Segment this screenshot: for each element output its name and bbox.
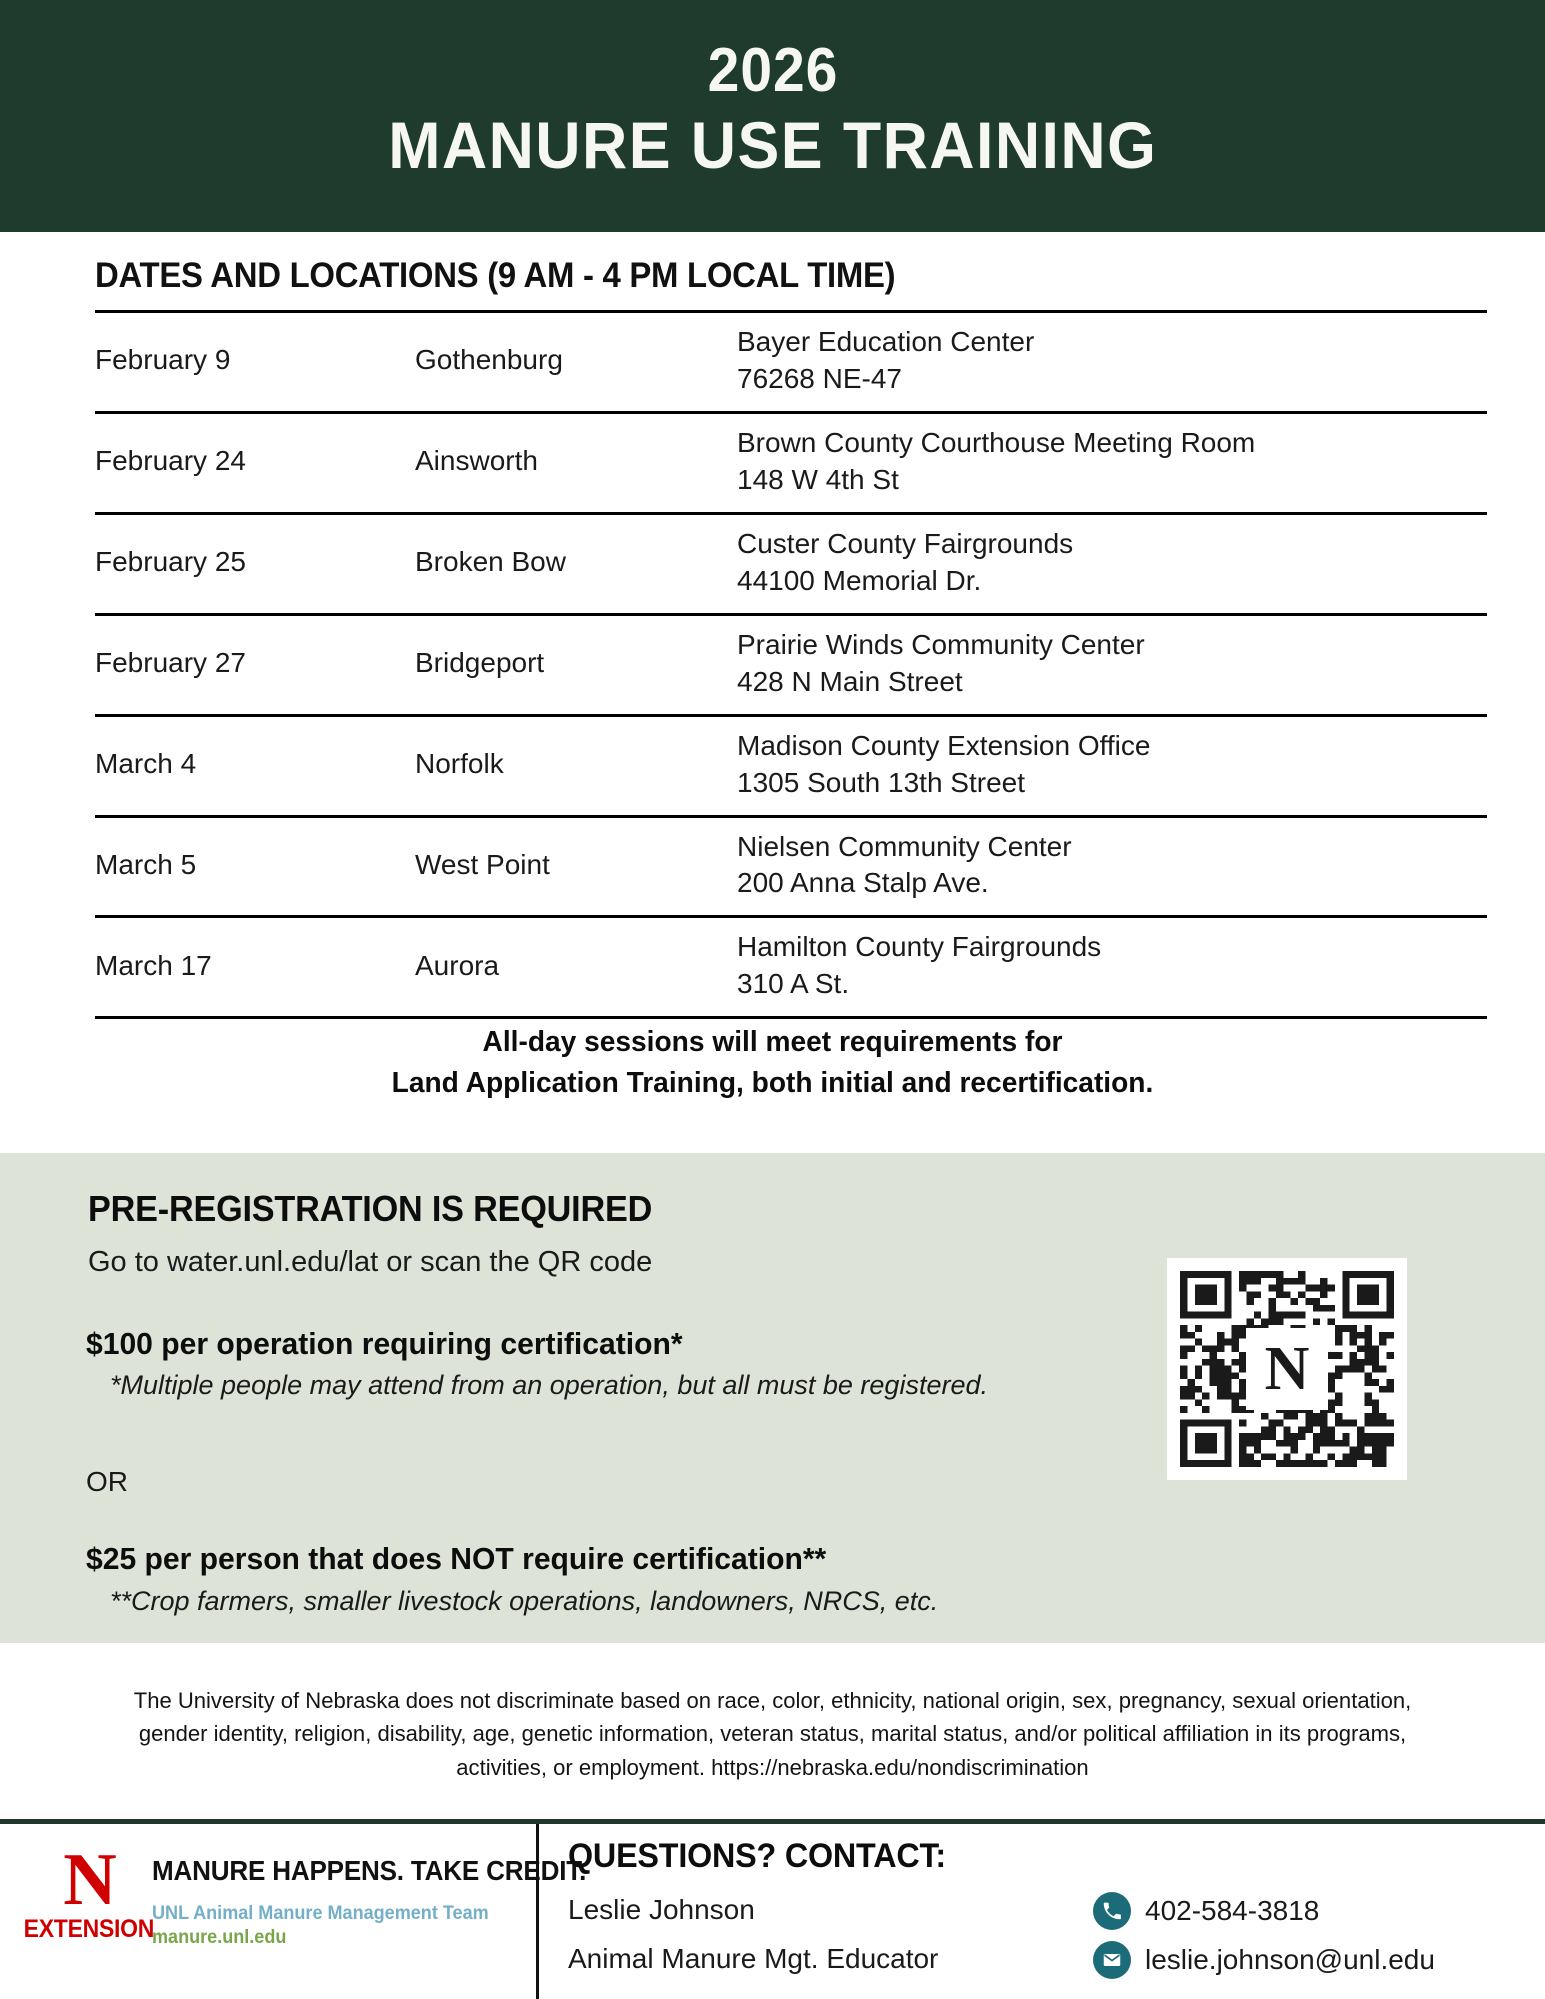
row-venue (737, 715, 1487, 816)
contact-phone[interactable] (1093, 1892, 1319, 1930)
contact-role: Animal Manure Mgt. Educator (568, 1943, 939, 1974)
qr-code[interactable] (1167, 1258, 1407, 1480)
contact-heading: QUESTIONS? CONTACT: (568, 1837, 947, 1875)
row-city: Ainsworth (415, 445, 538, 477)
venue-address: 76268 NE-47 (737, 362, 903, 394)
qr-inner (1180, 1271, 1394, 1467)
venue-address: 310 A St. (737, 968, 850, 1000)
row-date: February 9 (95, 344, 231, 376)
row-date: March 5 (95, 849, 197, 880)
nondiscrimination-disclaimer: The University of Nebraska does not discriminate based on race, color, ethnicity, national origin, sex, pregnancy, sexual orientation, gender identity, religion, disability, age, genetic information, veteran status, marital status, and/or political affiliation in its programs, activities, or employment. https://nebraska.edu/nondiscrimination (133, 1688, 1412, 1780)
logo-website-url[interactable]: manure.unl.edu (152, 1927, 287, 1948)
row-city: West Point (415, 849, 550, 880)
table-row (95, 412, 1487, 513)
qr-center-logo (1246, 1328, 1328, 1410)
page-header (0, 0, 1545, 232)
table-row (95, 614, 1487, 715)
row-date: February 25 (95, 546, 246, 578)
contact-phone-value: 402-584-3818 (1145, 1895, 1320, 1926)
price-primary: $100 per operation requiring certification* (86, 1326, 683, 1361)
row-date: March 17 (95, 949, 212, 981)
nebraska-n-icon: N (1264, 1335, 1310, 1403)
row-city: Bridgeport (415, 647, 545, 679)
header-year: 2026 (707, 35, 838, 105)
row-date: March 4 (95, 748, 197, 780)
venue-name: Custer County Fairgrounds (737, 527, 1074, 559)
row-city: Gothenburg (415, 344, 563, 376)
phone-icon (1093, 1892, 1131, 1930)
table-row (95, 312, 1487, 413)
venue-address: 428 N Main Street (737, 665, 963, 697)
schedule-note-line1: All-day sessions will meet requirements for (482, 1026, 1063, 1058)
registration-subtitle: Go to water.unl.edu/lat or scan the QR code (88, 1246, 653, 1278)
venue-name: Madison County Extension Office (737, 729, 1151, 761)
venue-name: Bayer Education Center (737, 326, 1035, 357)
row-city: Norfolk (415, 748, 504, 780)
row-venue (737, 312, 1487, 413)
table-row (95, 513, 1487, 614)
row-venue (737, 513, 1487, 614)
page-title: MANURE USE TRAINING (387, 107, 1158, 182)
extension-logo-text (152, 1849, 619, 1949)
page-footer (0, 1824, 1545, 1999)
logo-team-name: UNL Animal Manure Management Team (152, 1903, 489, 1924)
row-date: February 24 (95, 445, 246, 477)
contact-name: Leslie Johnson (568, 1894, 755, 1925)
row-venue (737, 917, 1487, 1018)
table-row (95, 715, 1487, 816)
price-secondary: $25 per person that does NOT require certification** (86, 1541, 827, 1576)
venue-address: 44100 Memorial Dr. (737, 564, 982, 596)
venue-address: 200 Anna Stalp Ave. (737, 867, 989, 899)
envelope-icon (1093, 1941, 1131, 1979)
registration-title: PRE-REGISTRATION IS REQUIRED (88, 1188, 653, 1229)
venue-name: Hamilton County Fairgrounds (737, 931, 1102, 963)
schedule-heading: DATES AND LOCATIONS (9 AM - 4 PM LOCAL TIME) (95, 256, 896, 295)
schedule-table (95, 310, 1487, 1019)
schedule-table-body (95, 312, 1487, 1018)
extension-logo-mark (23, 1839, 155, 1944)
row-venue (737, 816, 1487, 917)
contact-email[interactable] (1093, 1941, 1435, 1979)
logo-tagline: MANURE HAPPENS. TAKE CREDIT. (152, 1855, 587, 1886)
venue-address: 1305 South 13th Street (737, 766, 1025, 798)
venue-name: Nielsen Community Center (737, 830, 1072, 862)
table-row (95, 816, 1487, 917)
table-row (95, 917, 1487, 1018)
registration-panel (0, 1153, 1545, 1643)
venue-address: 148 W 4th St (737, 463, 899, 495)
schedule-note-line2: Land Application Training, both initial and recertification. (391, 1067, 1154, 1100)
row-venue (737, 412, 1487, 513)
price-primary-note: *Multiple people may attend from an operation, but all must be registered. (110, 1370, 988, 1400)
schedule-note (23, 1022, 1522, 1104)
row-city: Aurora (415, 949, 500, 981)
price-or-separator: OR (86, 1466, 128, 1497)
venue-name: Brown County Courthouse Meeting Room (737, 426, 1256, 458)
row-venue (737, 614, 1487, 715)
row-city: Broken Bow (415, 546, 566, 578)
row-date: February 27 (95, 647, 246, 679)
nebraska-n-icon: N (63, 1839, 115, 1921)
extension-wordmark: EXTENSION (23, 1915, 155, 1944)
contact-email-value: leslie.johnson@unl.edu (1145, 1944, 1435, 1975)
venue-name: Prairie Winds Community Center (737, 628, 1145, 660)
extension-logo (23, 1839, 619, 1949)
price-secondary-note: **Crop farmers, smaller livestock operations, landowners, NRCS, etc. (110, 1586, 939, 1616)
